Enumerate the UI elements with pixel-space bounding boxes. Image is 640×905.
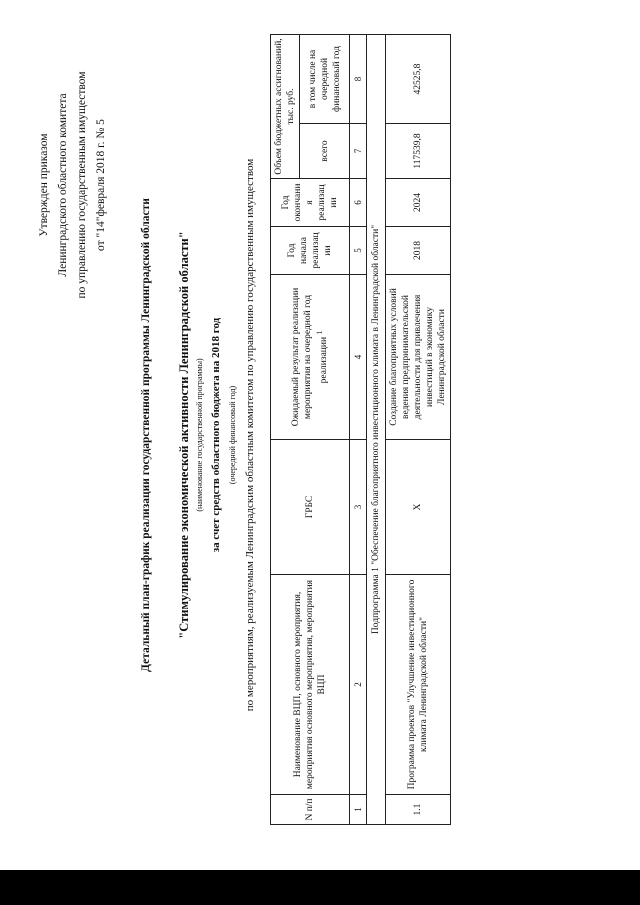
row-name: Программа проектов "Улучшение инвестиционного климата Ленинградской области" [386,575,451,795]
header-grbs: ГРБС [271,440,350,575]
header-name: Наименование ВЦП, основного мероприятия, мероприятия основного мероприятия, мероприятия ВЦП [271,575,350,795]
header-budget-group: Объем бюджетных ассигнований, тыс. руб. [271,35,300,179]
row-grbs: Х [386,440,451,575]
approval-line-4: от "14"февраля 2018 г. № 5 [95,119,107,251]
header-num: N п/п [271,795,350,825]
program-name-caption: (наименование государственной программы) [195,358,204,512]
column-number: 4 [350,275,367,440]
column-number: 5 [350,227,367,275]
header-budget-next-year: в том числе на очередной финансовый год [300,35,350,124]
row-year-start: 2018 [386,227,451,275]
plan-schedule-table [270,34,451,825]
scope-line: по мероприятиям, реализуемым Ленинградским областным комитетом по управлению государственным имуществом [244,158,256,712]
header-budget-total: всего [300,124,350,179]
column-number: 6 [350,179,367,227]
subprogram-title: Подпрограмма 1 "Обеспечение благоприятного инвестиционного климата в Ленинградской области" [367,35,386,825]
row-budget-total: 117539,8 [386,124,451,179]
program-name: "Стимулирование экономической активности Ленинградской области" [177,231,191,639]
column-number: 7 [350,124,367,179]
row-num: 1.1 [386,795,451,825]
row-result: Создание благоприятных условий ведения предпринимательской деятельности для привлечения инвестиций в экономику Ленинградской области [386,275,451,440]
document-title: Детальный план-график реализации государственной программы Ленинградской области [140,198,152,672]
header-year-start: Год начала реализации [271,227,350,275]
scan-bottom-border [0,870,640,905]
approval-line-1: Утвержден приказом [38,133,50,237]
approval-line-2: Ленинградского областного комитета [57,93,69,277]
approval-stamp [35,40,111,330]
table-row [386,35,451,825]
funding-caption: (очередной финансовый год) [228,385,237,485]
header-year-end: Год окончания реализации [271,179,350,227]
funding-source: за счет средств областного бюджета на 2018 год [210,317,222,553]
header-result-text: Ожидаемый результат реализации мероприятия на очередной год реализации [290,287,330,427]
row-budget-next-year: 42525,8 [386,35,451,124]
header-result [271,275,350,440]
column-number: 8 [350,35,367,124]
column-number: 2 [350,575,367,795]
header-result-footnote: 1 [314,330,324,335]
column-number: 1 [350,795,367,825]
row-year-end: 2024 [386,179,451,227]
column-number: 3 [350,440,367,575]
approval-line-3: по управлению государственным имуществом [76,71,88,299]
